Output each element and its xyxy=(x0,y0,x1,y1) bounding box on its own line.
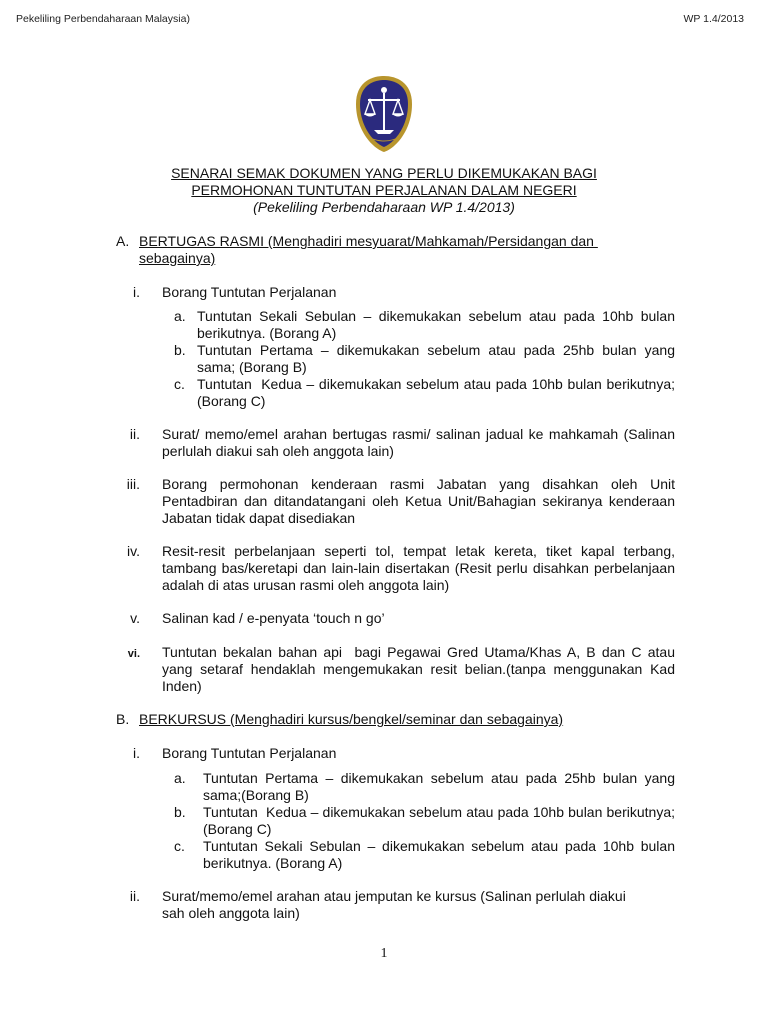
item-number: i. xyxy=(133,745,140,761)
item-number: ii. xyxy=(129,426,140,442)
sub-item-letter: c. xyxy=(174,376,185,392)
section-b-marker: B. xyxy=(116,711,130,727)
item-number: vi. xyxy=(127,648,140,660)
list-item: Tuntutan bekalan bahan api bagi Pegawai Gred Utama/Khas A, B dan C atau yang setaraf hendaklah mengemukakan resit belian.(tanpa menggunakan Kad Inden) xyxy=(162,644,679,694)
sub-item-letter: b. xyxy=(174,804,186,820)
title-line-2: PERMOHONAN TUNTUTAN PERJALANAN DALAM NEGERI xyxy=(191,182,577,198)
title-line-1: SENARAI SEMAK DOKUMEN YANG PERLU DIKEMUKAKAN BAGI xyxy=(171,165,597,181)
section-b-heading: BERKURSUS (Menghadiri kursus/bengkel/seminar dan sebagainya) xyxy=(139,711,564,727)
sub-item: Tuntutan Kedua – dikemukakan sebelum atau pada 10hb bulan berikutnya;(Borang C) xyxy=(197,376,675,409)
item-number: v. xyxy=(130,610,140,626)
list-item: Borang Tuntutan Perjalanan xyxy=(162,745,337,761)
list-item: Surat/ memo/emel arahan bertugas rasmi/ salinan jadual ke mahkamah (Salinan perlulah diakui sah oleh anggota lain) xyxy=(162,426,675,459)
header-right: WP 1.4/2013 xyxy=(683,13,744,25)
sub-item: Tuntutan Sekali Sebulan – dikemukakan sebelum atau pada 10hb bulan berikutnya. (Borang A) xyxy=(203,838,683,871)
document-title xyxy=(0,165,768,216)
page-number: 1 xyxy=(380,946,388,961)
title-line-3: (Pekeliling Perbendaharaan WP 1.4/2013) xyxy=(253,199,515,215)
section-a-marker: A. xyxy=(116,233,130,249)
treasury-emblem-logo xyxy=(352,74,416,154)
list-item: Borang Tuntutan Perjalanan xyxy=(162,284,337,300)
item-number: i. xyxy=(133,284,140,300)
sub-item: Tuntutan Sekali Sebulan – dikemukakan sebelum atau pada 10hb bulan berikutnya. (Borang A) xyxy=(197,308,683,341)
header-left: Pekeliling Perbendaharaan Malaysia) xyxy=(16,13,190,25)
item-number: iv. xyxy=(127,543,140,559)
list-item: Borang permohonan kenderaan rasmi Jabatan yang disahkan oleh Unit Pentadbiran dan ditandatangani oleh Ketua Unit/Bahagian sekiranya kenderaan Jabatan tidak dapat disediakan xyxy=(162,476,675,526)
section-a-heading-line1: BERTUGAS RASMI (Menghadiri mesyuarat/Mahkamah/Persidangan dan xyxy=(139,233,598,249)
sub-item: Tuntutan Kedua – dikemukakan sebelum atau pada 10hb bulan berikutnya;(Borang C) xyxy=(203,804,675,837)
sub-item: Tuntutan Pertama – dikemukakan sebelum atau pada 25hb bulan yang sama;(Borang B) xyxy=(203,770,675,803)
sub-item-letter: a. xyxy=(174,770,186,786)
list-item: Salinan kad / e-penyata ‘touch n go’ xyxy=(162,610,385,626)
item-number: iii. xyxy=(126,476,140,492)
list-item: Surat/memo/emel arahan atau jemputan ke kursus (Salinan perlulah diakui sah oleh anggota lain) xyxy=(162,888,626,921)
section-a-heading-line2: sebagainya) xyxy=(139,250,216,266)
item-number: ii. xyxy=(129,888,140,904)
list-item: Resit-resit perbelanjaan seperti tol, tempat letak kereta, tiket kapal terbang, tambang bas/keretapi dan lain-lain disertakan (Resit perlu disahkan perbelanjaan adalah di atas urusan rasmi oleh anggota lain) xyxy=(162,543,675,593)
sub-item-letter: b. xyxy=(174,342,186,358)
sub-item-letter: c. xyxy=(174,838,185,854)
sub-item-letter: a. xyxy=(174,308,186,324)
sub-item: Tuntutan Pertama – dikemukakan sebelum atau pada 25hb bulan yang sama; (Borang B) xyxy=(197,342,675,375)
